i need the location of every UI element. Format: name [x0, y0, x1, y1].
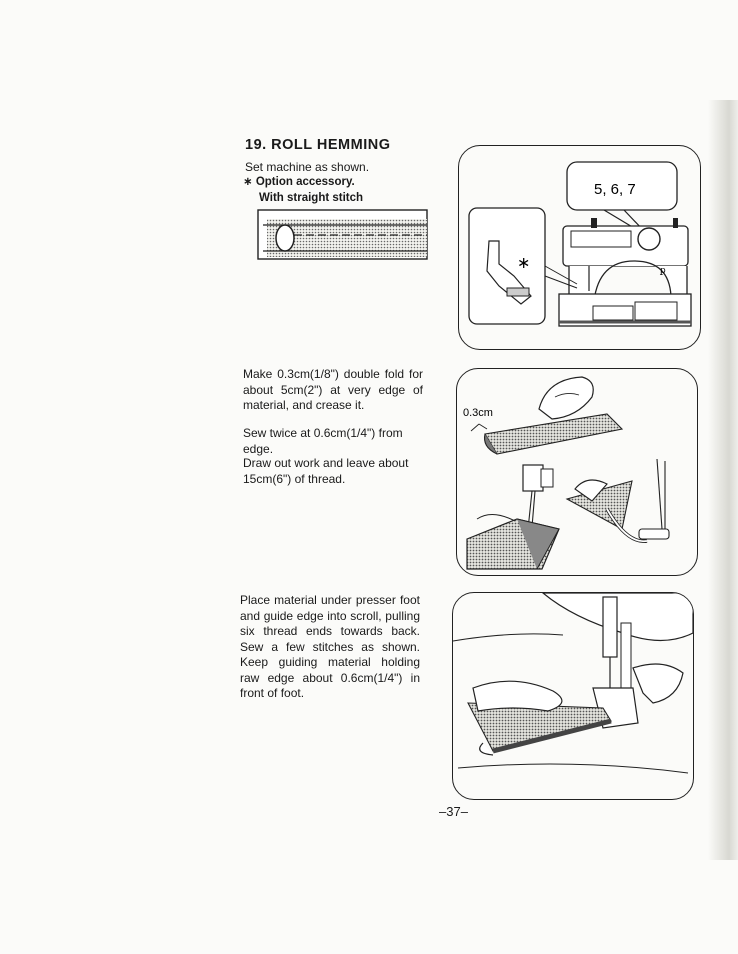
presser-foot-instructions: Place material under presser foot and guide edge into scroll, pulling six thread ends towards back. Sew a few stitches as shown. Keep guiding material holding raw edge about 0.6cm(1/4") in front of foot.	[240, 593, 420, 700]
stitch-type-note: With straight stitch	[259, 192, 364, 204]
double-fold-illustration	[456, 368, 698, 576]
page-number: –37–	[439, 804, 468, 819]
fold-depth-label: 0.3cm	[463, 407, 493, 419]
draw-out-instructions: Draw out work and leave about 15cm(6") of thread.	[243, 456, 409, 486]
callout-setting-numbers: 5, 6, 7	[594, 181, 636, 198]
svg-text:ꝑ: ꝑ	[660, 265, 666, 275]
page-edge-shadow	[708, 100, 738, 860]
fold-instructions: Make 0.3cm(1/8") double fold for about 5cm(2") at very edge of material, and crease it.	[243, 367, 423, 412]
straight-stitch-swatch	[257, 207, 429, 261]
intro-text: Set machine as shown.	[245, 160, 370, 174]
inset-asterisk: ∗	[517, 255, 531, 272]
option-accessory-note: ∗ Option accessory.	[243, 176, 355, 188]
sew-twice-instructions: Sew twice at 0.6cm(1/4") from edge.	[243, 426, 403, 456]
roll-hem-sewing-illustration	[452, 592, 694, 800]
machine-setup-illustration	[458, 145, 701, 350]
section-title: 19. ROLL HEMMING	[245, 137, 391, 153]
